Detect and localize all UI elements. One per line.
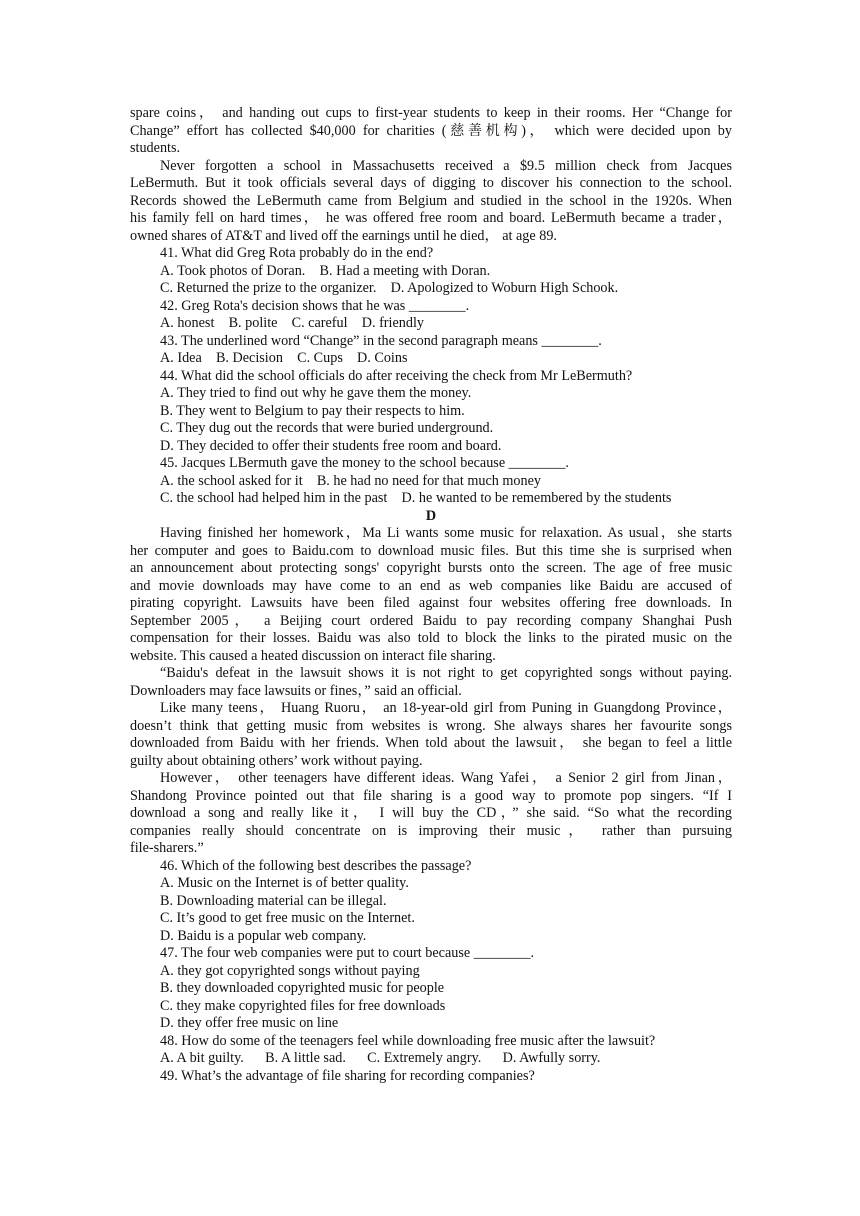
question-option: C. Returned the prize to the organizer. D. Apologized to Woburn High Schook. xyxy=(160,280,619,296)
question-option: A. A bit guilty. B. A little sad. C. Extremely angry. D. Awfully sorry. xyxy=(160,1050,601,1066)
text-line: compensation for their losses. Baidu was also told to block the links to the pirated music on the xyxy=(130,630,732,646)
text-line: her computer and goes to Baidu.com to download music files. But this time she is surprised when xyxy=(130,542,732,559)
question-48: 48. How do some of the teenagers feel while downloading free music after the lawsuit? xyxy=(160,1032,656,1049)
question-41: 41. What did Greg Rota probably do in the end? xyxy=(160,245,434,261)
text-line: downloaded from Baidu with her friends. When told about the lawsuit， she began to feel a little xyxy=(130,735,732,751)
text-line: Records showed the LeBermuth came from Belgium and studied in the school in the 1920s. When xyxy=(130,192,732,209)
text-line: website. This caused a heated discussion on interact file sharing. xyxy=(130,647,496,664)
question-option: A. Idea B. Decision C. Cups D. Coins xyxy=(160,350,408,366)
question-option: D. they offer free music on line xyxy=(160,1015,339,1031)
text-line: Never forgotten a school in Massachusetts received a $9.5 million check from Jacques xyxy=(160,157,732,174)
text-line: owned shares of AT&T and lived off the earnings until he died， at age 89. xyxy=(130,227,557,244)
text-line: his family fell on hard times， he was offered free room and board. LeBermuth became a trader， xyxy=(130,210,732,226)
text-line: download a song and really like it， I will buy the CD，” she said. “So what the recording xyxy=(130,805,732,821)
question-option: A. They tried to find out why he gave them the money. xyxy=(160,385,472,401)
text-line: Change” effort has collected $40,000 for charities (慈善机构)， which were decided upon by xyxy=(130,122,732,139)
text-line: and movie downloads may have come to an end as web companies like Baidu are accused of xyxy=(130,577,732,594)
text-line: Having finished her homework，Ma Li wants some music for relaxation. As usual，she starts xyxy=(160,525,732,541)
question-option: A. Music on the Internet is of better quality. xyxy=(160,875,409,891)
text-line: However， other teenagers have different ideas. Wang Yafei， a Senior 2 girl from Jinan， xyxy=(160,770,732,786)
question-option: B. Downloading material can be illegal. xyxy=(160,892,387,909)
text-line: LeBermuth. But it took officials several days of digging to discover his connection to the school. xyxy=(130,175,732,191)
question-option: C. It’s good to get free music on the Internet. xyxy=(160,910,415,926)
question-42: 42. Greg Rota's decision shows that he was ________. xyxy=(160,297,470,314)
question-option: A. they got copyrighted songs without paying xyxy=(160,962,420,979)
text-line: Shandong Province pointed out that file sharing is a good way to promote pop singers. “If I xyxy=(130,787,732,804)
text-line: September 2005， a Beijing court ordered Baidu to pay recording company Shanghai Push xyxy=(130,612,732,629)
text-line: students. xyxy=(130,140,181,156)
question-option: D. They decided to offer their students free room and board. xyxy=(160,437,502,454)
question-option: C. the school had helped him in the past D. he wanted to be remembered by the students xyxy=(160,490,672,506)
question-46: 46. Which of the following best describes the passage? xyxy=(160,857,472,874)
text-line: spare coins， and handing out cups to first-year students to keep in their rooms. Her “Change for xyxy=(130,105,732,121)
question-49: 49. What’s the advantage of file sharing for recording companies? xyxy=(160,1067,535,1084)
document-content xyxy=(130,105,732,1085)
text-line: doesn’t think that getting music from websites is wrong. She always shares her favourite songs xyxy=(130,717,732,734)
text-line: pirating copyright. Lawsuits have been filed against four websites offering free downloads. In xyxy=(130,595,732,611)
question-option: C. they make copyrighted files for free downloads xyxy=(160,997,446,1014)
question-option: C. They dug out the records that were buried underground. xyxy=(160,420,494,436)
question-option: D. Baidu is a popular web company. xyxy=(160,927,367,944)
section-heading: D xyxy=(425,507,437,524)
question-47: 47. The four web companies were put to court because ________. xyxy=(160,945,535,961)
question-option: B. they downloaded copyrighted music for people xyxy=(160,980,445,996)
text-line: companies really should concentrate on is improving their music， rather than pursuing xyxy=(130,822,732,839)
text-line: Like many teens， Huang Ruoru， an 18-year-old girl from Puning in Guangdong Province， xyxy=(160,700,732,716)
question-option: A. the school asked for it B. he had no need for that much money xyxy=(160,472,541,489)
question-option: A. honest B. polite C. careful D. friendly xyxy=(160,315,424,331)
text-line: file-sharers.” xyxy=(130,840,204,856)
text-line: an announcement about protecting songs' copyright bursts onto the screen. The age of free music xyxy=(130,560,732,576)
question-option: B. They went to Belgium to pay their respects to him. xyxy=(160,402,465,419)
question-45: 45. Jacques LBermuth gave the money to the school because ________. xyxy=(160,455,569,471)
text-line: “Baidu's defeat in the lawsuit shows it is not right to get copyrighted songs without paying. xyxy=(160,665,732,681)
question-option: A. Took photos of Doran. B. Had a meeting with Doran. xyxy=(160,262,491,279)
question-44: 44. What did the school officials do after receiving the check from Mr LeBermuth? xyxy=(160,367,633,384)
text-line: guilty about obtaining others’ work without paying. xyxy=(130,752,423,769)
text-line: Downloaders may face lawsuits or fines，” said an official. xyxy=(130,682,462,699)
question-43: 43. The underlined word “Change” in the second paragraph means ________. xyxy=(160,332,602,349)
